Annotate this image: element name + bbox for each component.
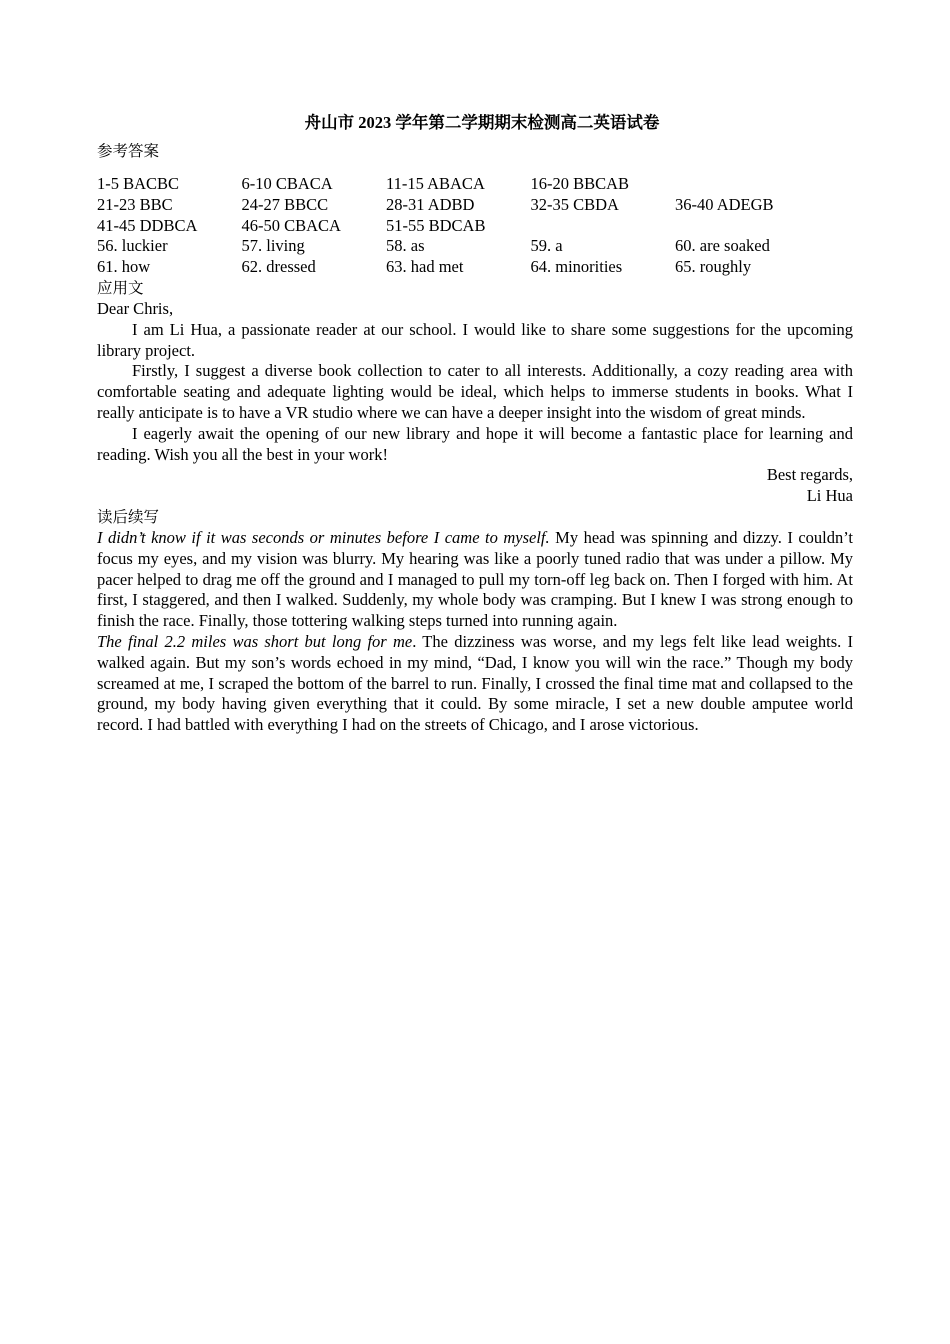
answer-cell: 24-27 BBCC bbox=[241, 194, 329, 214]
answer-cell: 60. are soaked bbox=[675, 236, 770, 256]
answer-cell: 56. luckier bbox=[97, 236, 168, 256]
answers-label: 参考答案 bbox=[97, 142, 160, 160]
answer-cell: 36-40 ADEGB bbox=[675, 194, 774, 214]
answer-cell: 11-15 ABACA bbox=[386, 174, 485, 193]
answer-key-table bbox=[97, 174, 853, 278]
answer-cell: 65. roughly bbox=[675, 257, 752, 277]
answer-cell: 57. living bbox=[241, 236, 305, 256]
answer-cell: 28-31 ADBD bbox=[386, 194, 475, 214]
answer-cell: 63. had met bbox=[386, 257, 464, 277]
answer-cell: 61. how bbox=[97, 257, 151, 277]
paragraph-body: . The dizziness was worse, and my legs felt like lead weights. I walked again. But my son’s words echoed in my mind, “Dad, I know you will win the race.” Though my body screamed at me, I scraped the bottom of the barrel to run. Finally, I crossed the final time mat and collapsed to the ground, my body having given everything that it could. By some miracle, I set a new double amputee world record. I had battled with everything I had on the streets of Chicago, and I arose victorious. bbox=[97, 631, 853, 735]
answer-row bbox=[97, 216, 853, 237]
letter-paragraph: Firstly, I suggest a diverse book collection to cater to all interests. Additionally, a cozy reading area with comfortable seating and adequate lighting would be ideal, which helps to immerse students in books. What I really anticipate is to have a VR studio where we can have a deeper insight into the wisdom of great minds. bbox=[97, 361, 853, 422]
answer-row bbox=[97, 236, 853, 257]
answer-cell: 32-35 CBDA bbox=[530, 194, 619, 214]
answer-cell: 16-20 BBCAB bbox=[530, 174, 630, 193]
answer-cell: 62. dressed bbox=[241, 257, 316, 277]
letter-paragraph: I eagerly await the opening of our new library and hope it will become a fantastic place for learning and reading. Wish you all the best in your work! bbox=[97, 423, 853, 464]
letter-signature: Li Hua bbox=[806, 486, 853, 506]
answer-row bbox=[97, 257, 853, 278]
answer-cell: 41-45 DDBCA bbox=[97, 215, 198, 235]
continuation-writing bbox=[97, 528, 853, 736]
letter-paragraph: I am Li Hua, a passionate reader at our school. I would like to share some suggestions for the upcoming library project. bbox=[97, 319, 853, 360]
writing-label: 应用文 bbox=[97, 278, 144, 297]
answer-cell bbox=[531, 216, 676, 237]
paragraph-body: My head was spinning and dizzy. I couldn’t focus my eyes, and my vision was blurry. My hearing was like a poorly tuned radio that was under a pillow. My pacer helped to drag me off the ground and I managed to pull my torn-off leg back on. Then I forged with him. At first, I staggered, and then I walked. Suddenly, my whole body was cramping. But I knew I was strong enough to finish the race. Finally, those tottering walking steps turned into running again. bbox=[97, 527, 854, 631]
answer-cell: 6-10 CBACA bbox=[241, 174, 333, 193]
continuation-paragraph bbox=[97, 528, 853, 632]
answer-row bbox=[97, 174, 853, 195]
answer-cell: 59. a bbox=[530, 236, 563, 256]
letter-closing: Best regards, bbox=[766, 465, 853, 485]
answer-cell bbox=[675, 174, 820, 195]
continuation-paragraph bbox=[97, 632, 853, 736]
answer-cell: 58. as bbox=[386, 236, 425, 256]
letter-greeting: Dear Chris, bbox=[97, 298, 174, 318]
answer-cell bbox=[675, 216, 820, 237]
answer-cell: 46-50 CBACA bbox=[241, 215, 341, 235]
answer-cell: 64. minorities bbox=[530, 257, 623, 277]
paragraph-lead-sentence: I didn’t know if it was seconds or minutes before I came to myself. bbox=[97, 527, 550, 547]
document-title: 舟山市 2023 学年第二学期期末检测高二英语试卷 bbox=[304, 113, 660, 132]
answer-cell: 1-5 BACBC bbox=[97, 174, 180, 193]
letter bbox=[97, 299, 853, 507]
continuation-label: 读后续写 bbox=[97, 507, 160, 526]
paragraph-lead-sentence: The final 2.2 miles was short but long for me bbox=[97, 631, 413, 651]
answer-cell: 21-23 BBC bbox=[97, 194, 173, 214]
answer-row bbox=[97, 195, 853, 216]
answer-document bbox=[97, 112, 853, 736]
answer-cell: 51-55 BDCAB bbox=[386, 215, 486, 235]
